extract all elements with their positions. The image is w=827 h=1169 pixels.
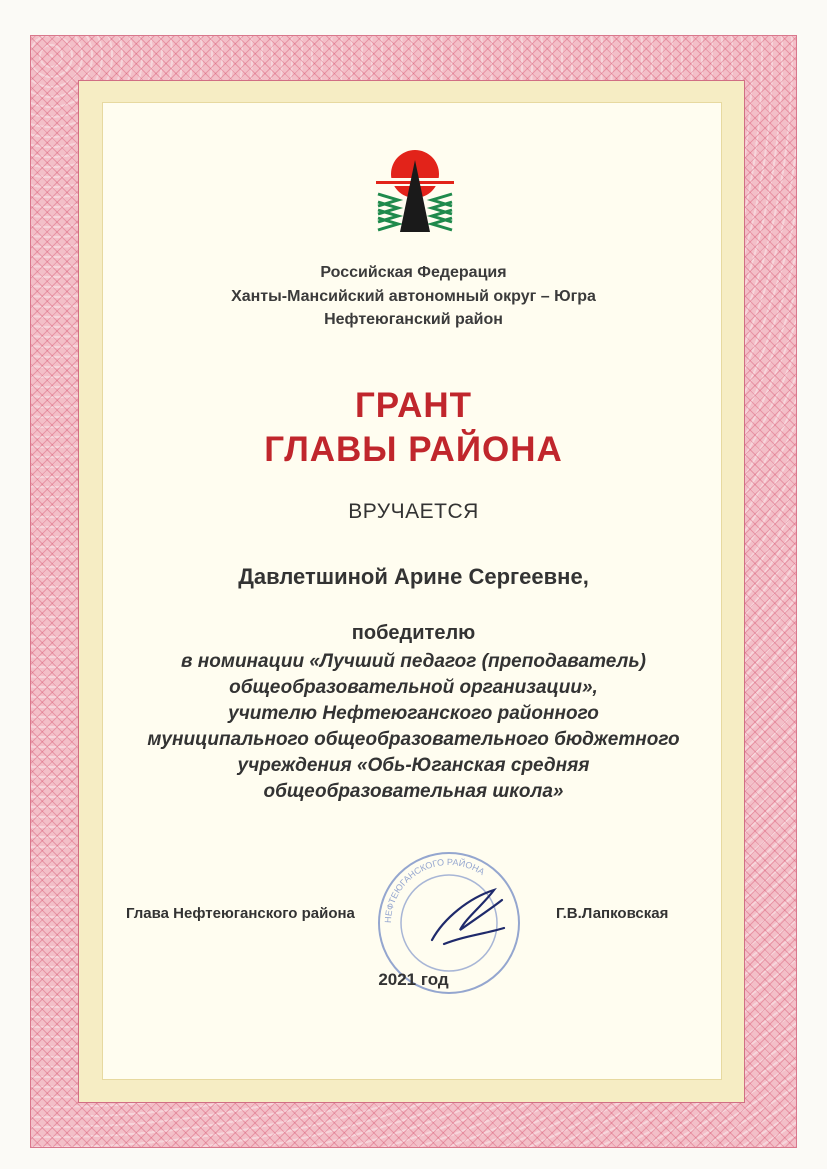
year-label: 2021 год bbox=[378, 970, 449, 989]
description-line: учителю Нефтеюганского районного bbox=[228, 703, 599, 724]
header-country: Российская Федерация bbox=[320, 264, 507, 281]
header-district: Нефтеюганский район bbox=[324, 311, 503, 328]
svg-text:НЕФТЕЮГАНСКОГО РАЙОНА bbox=[383, 857, 487, 923]
recipient-name: Давлетшиной Арине Сергеевне, bbox=[238, 564, 589, 589]
winner-label: победителю bbox=[351, 622, 476, 644]
signature-icon bbox=[432, 890, 504, 944]
header-region: Ханты-Мансийский автономный округ – Югра bbox=[231, 288, 596, 305]
title-head-of-district: ГЛАВЫ РАЙОНА bbox=[264, 430, 563, 469]
description-line: общеобразовательная школа» bbox=[263, 781, 564, 802]
description-line: учреждения «Обь-Юганская средняя bbox=[237, 755, 590, 776]
title-grant: ГРАНТ bbox=[354, 386, 473, 425]
description-line: муниципального общеобразовательного бюджетного bbox=[147, 729, 680, 750]
stamp-text: НЕФТЕЮГАНСКОГО РАЙОНА bbox=[382, 856, 487, 924]
district-emblem-icon bbox=[376, 148, 454, 232]
description-line: в номинации «Лучший педагог (преподаватель) bbox=[181, 651, 646, 672]
signatory-position: Глава Нефтеюганского района bbox=[126, 905, 355, 922]
signatory-name: Г.В.Лапковская bbox=[556, 905, 669, 922]
description-line: общеобразовательной организации», bbox=[229, 677, 598, 698]
awarded-label: ВРУЧАЕТСЯ bbox=[348, 500, 479, 523]
